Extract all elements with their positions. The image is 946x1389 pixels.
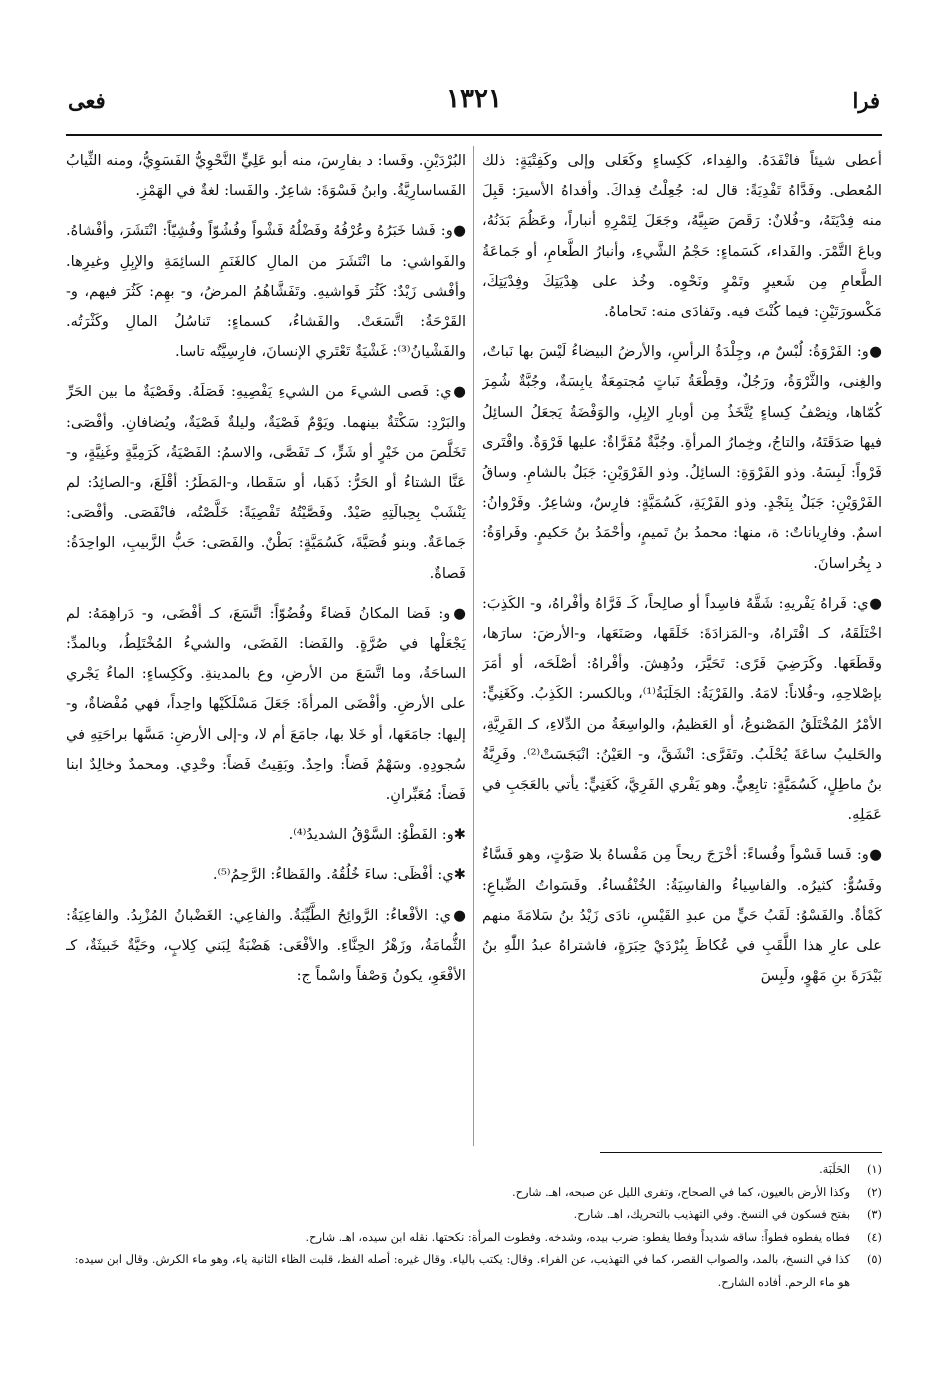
- header-right-word: فرا: [852, 88, 880, 113]
- entry: [482, 840, 882, 991]
- footnote-number: (٢): [866, 1184, 882, 1199]
- footnote-text: كذا في النسخ، بالمد، والصواب القصر، كما في التهذيب، عن الفراء. وقال: يكتب بالياء. وقال غيره: أصله الفظ، قلبت الظاء الثانية ياء، وهو ماء الكرش. وقال ابن سيده: هو ماء الرحم. أفاده الشارح.: [74, 1252, 850, 1289]
- footnote-number: (٥): [866, 1252, 882, 1267]
- entry: [66, 146, 466, 206]
- footnotes: [66, 1158, 882, 1294]
- footnote-number: (١): [866, 1162, 882, 1176]
- footnote-rule: [600, 1152, 882, 1153]
- page-header: [68, 84, 880, 128]
- entry: [66, 860, 466, 890]
- entry-text: ●و: فَضا المكانُ فَضاءً وفُضُوّاً: اتَّسَعَ، كـ أفْضَى، و- دَراهِمَهُ: لم يَجْعَلْها في صُرَّةٍ. والفَضا: الفَضَى، والشيءُ المُخْتَلِطُ، وبالمدِّ: الساحَةُ، وما اتَّسَعَ من الأرضِ، وع بالمدينةِ. وكَكِساءٍ: الماءُ يَجْري على الأرضِ. وأفْضَى المرأةَ: جَعَلَ مَسْلَكَيْها واحِداً، فهي مُفْضاةٌ، و-إليها: جامَعَها، أو خَلا بها، جامَعَ أم لا، و-إلى الأرضِ: مَسَّها براحَتِهِ في سُجودِهِ. وسَهْمٌ فَضاً: واحِدٌ. وبَقِيتُ فَضاً: وحْدِي. ومحمدٌ وخالِدٌ ابنا فَضاً: مُعَبِّرانِ.: [66, 604, 466, 804]
- entry-text: أعطى شيئاً فانْفَدَهُ. والفِداء، كَكِساءٍ وكَعَلى وإلى وكَفِتْيَةٍ: ذلك المُعطى. وفَدَّاهُ تَفْدِيَةً: قال له: جُعِلْتُ فِداكَ. وأفداهُ الأسيرَ: قَبِلَ منه فِدْيَتَهُ، و-فُلانٌ: رَقَصَ صَبِيَّهُ، وجَعَلَ لِتَمْرِهِ أنباراً، وعَظُمَ بَدَنُهُ، وباعَ التَّمْرَ. والفَداء، كَسَماءٍ: حَجْمُ الشَّيءِ، وأنبارُ الطَّعامِ، أو جَماعَةُ الطَّعامِ مِن شَعيرٍ وتَمْرٍ ونَحْوِه. وخُذ على هِدْيَتِكَ وفِدْيَتِكَ، مَكْسورَتَيْنِ: فيما كُنْتَ فيه. وتَفادَى منه: تَحاماهُ.: [482, 152, 882, 321]
- entry-text: ✱و: الفَطْوُ: السَّوْقُ الشديدُ⁽⁴⁾.: [288, 826, 466, 844]
- footnote: [66, 1181, 882, 1204]
- footnote: [66, 1158, 882, 1181]
- footnote-text: الحَلَبَة.: [819, 1162, 850, 1176]
- entry-text: ●ي: فَصى الشيءَ من الشيءِ يَفْصِيهِ: فَصَلَهُ. وفَصْيَةٌ ما بين الحَرِّ والبَرْدِ: سَكْتَةٌ بينهما. ويَوْمٌ فَصْيَةٌ، وليلةٌ فَصْيَةٌ، ويُضافانِ. وأفْصَى: تَخَلَّصَ من خَيْرٍ أو شَرٍّ، كـ تَفَصَّى، والاسمُ: الفَصْيَةُ، كَرَمِيَّةٍ وغَنِيَّةٍ، و-عَنَّا الشتاءُ أو الحَرُّ: ذَهَبا، أو سَقَطا، و-المَطَرُ: أقْلَعَ، و-الصائِدُ: لم يَنْشَبْ بِحِبالَتِهِ صَيْدٌ. وفَصَّيْتُهُ تَفْصِيَةً: خَلَّصْتُه، فانْفَصَى. وأفْصَى: جَماعَةٌ. وبنو فُصَيَّةَ، كَسُمَيَّةٍ: بَطْنٌ. والفَصَى: حَبُّ الزَّبيبِ، الواحِدَةُ: فَصاةٌ.: [66, 383, 466, 582]
- entry: [482, 146, 882, 327]
- entry: [66, 377, 466, 588]
- entry-text: البُرْدَيْنِ. وفَسا: د بفارِسَ، منه أبو عَلِيٍّ النَّحْوِيُّ الفَسَوِيُّ، ومنه الثِّيابُ الفَساسارِيَّةُ. وابنُ فَسْوَةَ: شاعِرٌ. والفَسا: لغةٌ في الهَمْزِ.: [66, 152, 466, 200]
- column-divider: [473, 146, 474, 1146]
- entry: [482, 589, 882, 831]
- footnote: [66, 1203, 882, 1226]
- entry: [66, 901, 466, 992]
- footnote-number: (٤): [866, 1229, 882, 1244]
- footnote-number: (٣): [866, 1207, 882, 1222]
- header-left-word: فعى: [68, 88, 106, 113]
- entry: [66, 820, 466, 850]
- right-column: [482, 146, 882, 1148]
- footnote: [66, 1248, 882, 1293]
- entry: [66, 599, 466, 810]
- entry: [482, 337, 882, 579]
- page-number: ١٣٢١: [446, 84, 502, 114]
- footnote-text: وكذا الأرض بالعيون، كما في الصحاح، وتفرى الليل عن صبحه، اهـ. شارح.: [511, 1184, 850, 1199]
- header-rule: [66, 134, 882, 136]
- entry-text: ●و: فَشا خَبَرُهُ وعُرْفُهُ وفَضْلُهُ فَشْواً وفُشُوّاً وفُشِيّاً: انْتَشَرَ، وأفْشاهُ. والفَواشي: ما انْتَشَرَ من المالِ كالغَنَمِ السائِمَةِ والإبِلِ وغيرِها. وأفْشى زَيْدٌ: كَثُرَ فَواشيهِ. وتَفَشَّاهُمُ المرضُ، و- بهِم: كَثُرَ فيهم، و-القَرْحَةُ: اتَّسَعَتْ. والفَشاءُ، كسماءٍ: تَناسُلُ المالِ وكَثْرَتُه. والفَشْيانُ⁽³⁾: غَشْيَةٌ تَعْتَري الإنسانَ، فارِسِيَّتُه تاسا.: [66, 222, 466, 361]
- entry-text: ●و: الفَرْوَةُ: لُبْسٌ م، وجِلْدَةُ الرأسِ، والأرضُ البيضاءُ لَيْسَ بها نَباتٌ، والغِنى، والثَّرْوَةُ، ورَجُلٌ، وقِطْعَةُ نَباتٍ مُجتمِعَةٌ يابِسَةٌ، وجُبَّةٌ شُمِرَ كُمّاها، ونِصْفُ كِساءٍ يُتَّخَذُ مِن أوبارِ الإبِلِ، والوَفْضَةُ يَجعَلُ السائِلُ فيها صَدَقَتَهُ، والتاجُ، وخِمارُ المرأةِ. وجُبَّةٌ مُفَرَّاةٌ: عليها فَرْوَةٌ. وافْتَرى فَرْواً: لَبِسَهُ. وذو الفَرْوَةِ: السائِلُ. وذو الفَرْوَيْنِ: جَبَلٌ بالشامِ. وساقُ الفَرْوَيْنِ: جَبَلٌ بِنَجْدٍ. وذو الفَرْيَةِ، كَسُمَيَّةٍ: فارِسٌ، وشاعِرٌ. وفَرْوانُ: اسمٌ. وفارِياناتٌ: ة، منها: محمدُ بنُ تَميمٍ، وأحْمَدُ بنُ حَكيمٍ. وفَراوَةُ: د بِخُراسانَ.: [482, 343, 882, 572]
- footnote-text: بفتح فسكون في النسخ. وفي التهذيب بالتحريك، اهـ. شارح.: [573, 1207, 850, 1222]
- entry-text: ✱ي: أفْظَى: ساءَ خُلُقُهُ. والفَظاءُ: الرَّحِمُ⁽⁵⁾.: [212, 866, 466, 884]
- entry-text: ●ي: فَراهُ يَفْريهِ: شَقَّهُ فاسِداً أو صالِحاً، كَـ فَرَّاهُ وأفْراهُ، و- الكَذِبَ: اخْتَلَقَهُ، كـ افْتَراهُ، و-المَزادَةَ: خَلَقَها، وصَنَعَها، و-الأرضَ: سارَها، وقَطَعَها. وكَرَضِيَ فَرًى: تَحَيَّرَ، ودُهِشَ. وأفْراهُ: أصْلَحَه، أو أمَرَ بإصْلاحِهِ، و-فُلاناً: لامَهُ. والفَرْيَةُ: الجَلَبَةُ⁽¹⁾، وبالكسر: الكَذِبُ. وكَغَنِيٍّ: الأمْرُ المُخْتَلَقُ المَصْنوعُ، أو العَظيمُ، والواسِعَةُ من الدِّلاءِ، كـ الفَرِيَّةِ، والحَليبُ ساعَةَ يُحْلَبُ. وتَفَرَّى: انْشَقَّ، و- العَيْنُ: انْبَجَسَتْ⁽²⁾. وفَرِيَّةُ بنُ ماطِلٍ، كَسُمَيَّةٍ: تابِعِيٌّ. وهو يَفْري الفَرِيَّ، كَغَنِيٍّ: يأتي بالعَجَبِ في عَمَلِهِ.: [482, 594, 882, 824]
- entry-text: ●ي: الأفْعاءُ: الرَّوائِحُ الطَّيِّبَةُ. والفاعِي: الغَضْبانُ المُزْبِدُ. والفاعِيَةُ: الثُّمامَةُ، وزَهْرُ الحِنَّاءِ. والأفْعَى: هَضْبَةٌ لِبَني كِلابٍ، وحَيَّةٌ خَبيثَةٌ، كـ الأفْعَوِ، يكونُ وَصْفاً واسْماً ج:: [66, 906, 466, 985]
- entry-text: ●و: فَسا فَسْواً وفُساءً: أخْرَجَ ريحاً مِن مَفْساهُ بلا صَوْتٍ، وهو فَسَّاءٌ وفَسُوٌّ: كثيرُه. والفاسِياءُ والفاسِيَةُ: الخُنْفُساءُ. وفَسَواتُ الضِّباعِ: كَمْأةٌ. والفَسْوُ: لَقَبُ حَيٍّ من عبدِ القَيْسِ، نادَى زَيْدُ بنُ سَلامَةَ منهم على عارِ هذا اللَّقَبِ في عُكاظَ بِبُرْدَيْ حِبَرَةٍ، فاشتراهُ عبدُ اللّٰهِ بنُ بَيْدَرَةَ بنِ مَهْوٍ، ولَبِسَ: [482, 846, 882, 985]
- footnote: [66, 1226, 882, 1249]
- footnote-text: فطاه يفطوه فطواً: ساقه شديداً وفطا يفطو: ضرب بيده، وشدخه. وفطوت المرأة: نكحتها. نقله ابن سيده، اهـ. شارح.: [305, 1229, 850, 1244]
- entry: [66, 216, 466, 367]
- left-column: [66, 146, 466, 1148]
